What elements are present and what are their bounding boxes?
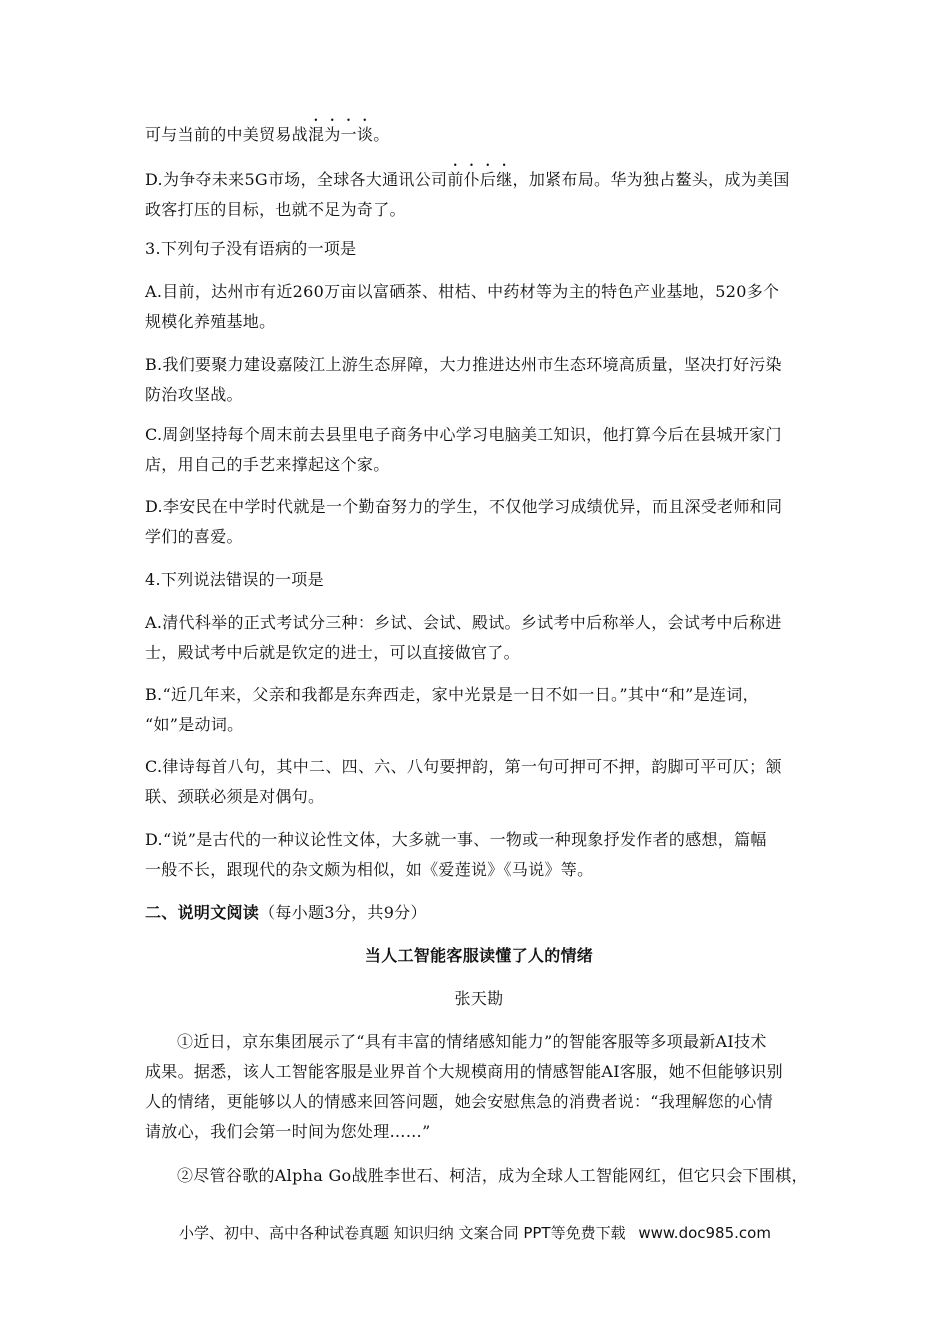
text-line: 政客打压的目标，也就不足为奇了。: [145, 200, 406, 219]
q2-option-d: [145, 161, 813, 225]
q3-stem: 3.下列句子没有语病的一项是: [145, 239, 357, 258]
q3-option-b: [145, 350, 813, 410]
text-line: ①近日，京东集团展示了“具有丰富的情绪感知能力”的智能客服等多项最新AI技术: [177, 1032, 767, 1051]
text-line: 请放心，我们会第一时间为您处理……”: [145, 1122, 431, 1141]
q4-option-d: [145, 825, 813, 885]
text-line: C.律诗每首八句，其中二、四、六、八句要押韵，第一句可押可不押，韵脚可平可仄；颔: [145, 757, 782, 776]
section-score-note: （每小题3分，共9分）: [259, 903, 427, 922]
emphasized-idiom: 混为一谈: [308, 125, 374, 144]
q3-option-c: [145, 420, 813, 480]
page-footer: [0, 1222, 950, 1243]
text-segment: ，加紧布局。华为独占鳌头，成为美国: [512, 170, 790, 189]
text-line: D.“说”是古代的一种议论性文体，大多就一事、一物或一种现象抒发作者的感想，篇幅: [145, 830, 767, 849]
article-title: 当人工智能客服读懂了人的情绪: [364, 946, 594, 965]
text-line: 防治攻坚战。: [145, 385, 243, 404]
q4-stem: 4.下列说法错误的一项是: [145, 570, 324, 589]
text-line: 学们的喜爱。: [145, 527, 243, 546]
q4-option-b: [145, 680, 813, 740]
q4-option-c: [145, 752, 813, 812]
text-line: 联、颈联必须是对偶句。: [145, 787, 325, 806]
text-segment: 可与当前的中美贸易战: [145, 125, 309, 144]
text-line: A.目前，达州市有近260万亩以富硒茶、柑桔、中药材等为主的特色产业基地，520多个: [145, 282, 780, 301]
text-segment: D.为争夺未来5G市场，全球各大通讯公司: [145, 170, 448, 189]
footer-text: 小学、初中、高中各种试卷真题 知识归纳 文案合同 PPT等免费下载: [179, 1224, 626, 1242]
text-segment: 。: [373, 125, 390, 144]
q2-option-c-tail: [145, 116, 813, 150]
text-line: 一般不长，跟现代的杂文颇为相似，如《爱莲说》《马说》等。: [145, 860, 594, 879]
section-title: 二、说明文阅读: [145, 903, 260, 922]
section-heading: [145, 898, 813, 928]
text-line: D.李安民在中学时代就是一个勤奋努力的学生，不仅他学习成绩优异，而且深受老师和同: [145, 497, 783, 516]
text-line: 士，殿试考中后就是钦定的进士，可以直接做官了。: [145, 643, 520, 662]
emphasized-idiom: 前仆后继: [447, 170, 513, 189]
q3-option-d: [145, 492, 813, 552]
text-line: A.清代科举的正式考试分三种：乡试、会试、殿试。乡试考中后称举人，会试考中后称进: [145, 613, 782, 632]
article-author: 张天勘: [454, 989, 504, 1008]
q4-option-a: [145, 608, 813, 668]
text-line: B.我们要聚力建设嘉陵江上游生态屏障，大力推进达州市生态环境高质量，坚决打好污染: [145, 355, 782, 374]
article-paragraph-2: [145, 1161, 813, 1191]
text-line: 人的情绪，更能够以人的情感来回答问题，她会安慰焦急的消费者说：“我理解您的心情: [145, 1092, 773, 1111]
text-line: “如”是动词。: [145, 715, 244, 734]
text-line: 规模化养殖基地。: [145, 312, 276, 331]
article-paragraph-1: [145, 1027, 813, 1147]
text-line: B.“近几年来，父亲和我都是东奔西走，家中光景是一日不如一日。”其中“和”是连词，: [145, 685, 759, 704]
text-line: 成果。据悉，该人工智能客服是业界首个大规模商用的情感智能AI客服，她不但能够识别: [145, 1062, 783, 1081]
text-line: C.周剑坚持每个周末前去县里电子商务中心学习电脑美工知识，他打算今后在县城开家门: [145, 425, 782, 444]
text-line: 店，用自己的手艺来撑起这个家。: [145, 455, 390, 474]
footer-url[interactable]: www.doc985.com: [638, 1224, 771, 1242]
q3-option-a: [145, 277, 813, 337]
text-line: ②尽管谷歌的Alpha Go战胜李世石、柯洁，成为全球人工智能网红，但它只会下围棋，: [177, 1166, 808, 1185]
